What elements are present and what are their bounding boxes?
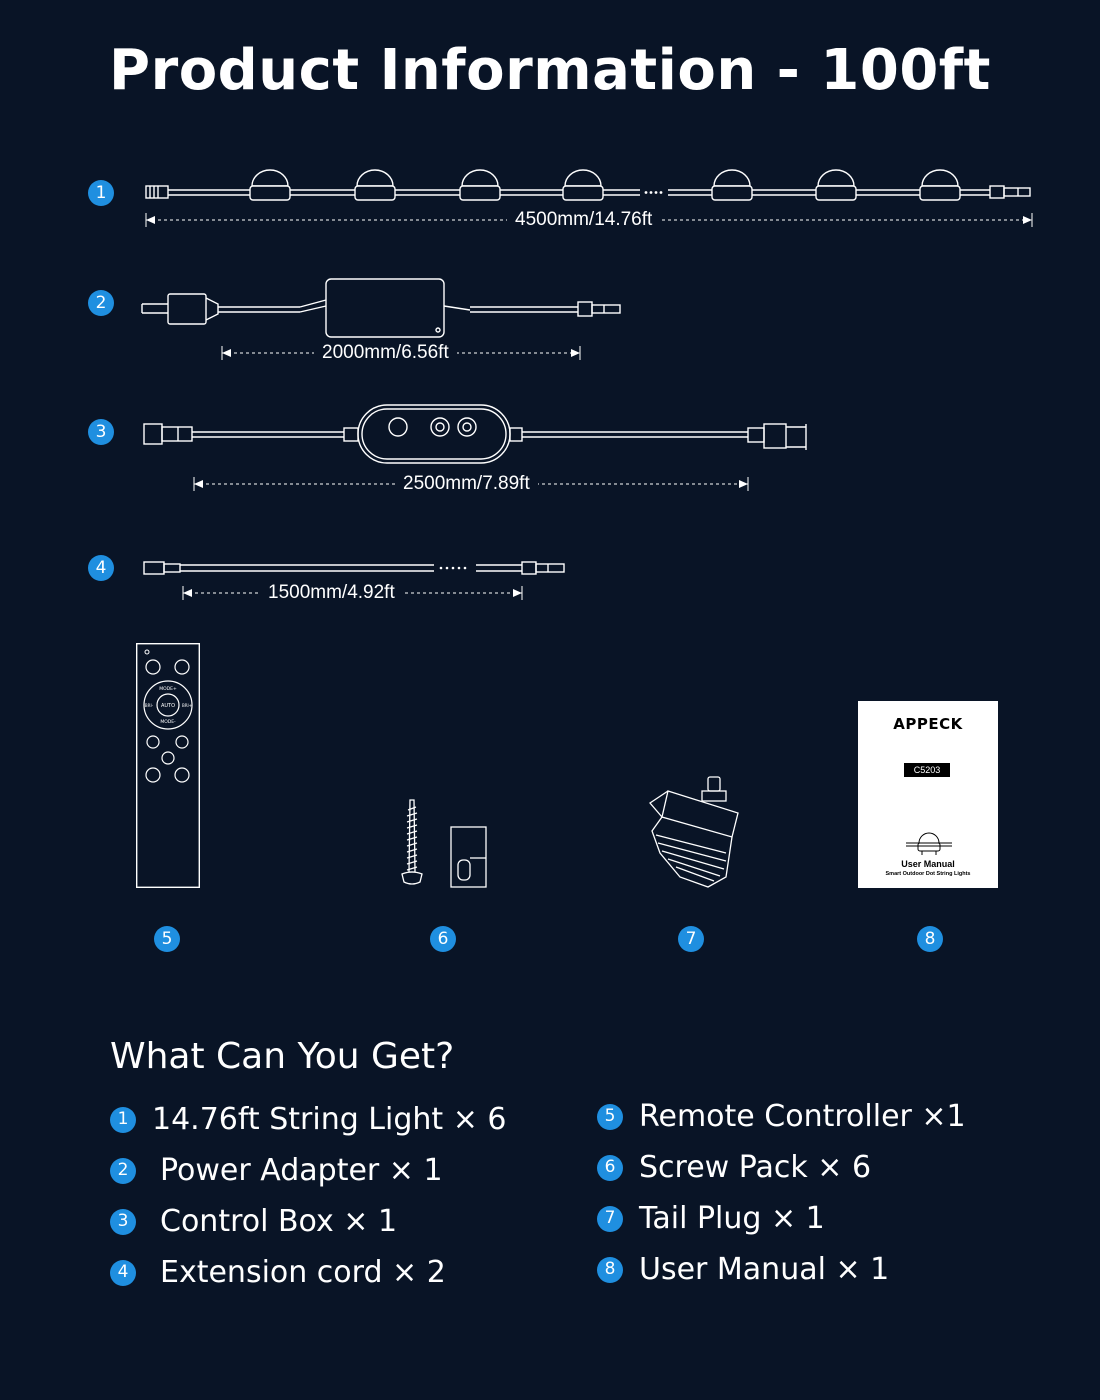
manual-model: C5203 xyxy=(904,763,950,777)
list-item xyxy=(110,1102,506,1137)
dimension-label-4: 1500mm/4.92ft xyxy=(260,582,403,604)
user-manual-icon xyxy=(858,701,998,888)
manual-subtitle: Smart Outdoor Dot String Lights xyxy=(885,871,971,877)
item-badge-4: 4 xyxy=(88,555,114,581)
page-title: Product Information - 100ft xyxy=(109,38,991,103)
tail-plug-icon xyxy=(640,773,748,893)
list-text: Screw Pack × 6 xyxy=(639,1150,872,1185)
list-badge: 7 xyxy=(597,1206,623,1232)
remote-bri-down-label: BRI- xyxy=(144,703,154,708)
list-item xyxy=(597,1099,966,1134)
list-text: Remote Controller ×1 xyxy=(639,1099,966,1134)
manual-title: User Manual xyxy=(901,859,955,869)
list-item xyxy=(597,1252,889,1287)
item-badge-3: 3 xyxy=(88,419,114,445)
list-text: Control Box × 1 xyxy=(160,1204,398,1239)
list-item xyxy=(110,1204,397,1239)
list-text: User Manual × 1 xyxy=(639,1252,890,1287)
list-text: 14.76ft String Light × 6 xyxy=(152,1102,507,1137)
list-badge: 5 xyxy=(597,1104,623,1130)
list-item xyxy=(597,1201,825,1236)
accessory-badge-8: 8 xyxy=(917,926,943,952)
screw-pack-icon xyxy=(398,798,490,890)
dimension-label-1: 4500mm/14.76ft xyxy=(507,209,660,231)
item-badge-2: 2 xyxy=(88,290,114,316)
list-badge: 4 xyxy=(110,1260,136,1286)
list-text: Extension cord × 2 xyxy=(160,1255,446,1290)
accessory-badge-5: 5 xyxy=(154,926,180,952)
list-badge: 1 xyxy=(110,1107,136,1133)
remote-mode-up-label: MODE+ xyxy=(159,687,177,692)
list-item xyxy=(110,1153,443,1188)
section-title: What Can You Get? xyxy=(110,1036,455,1077)
remote-auto-label: AUTO xyxy=(160,703,176,709)
accessory-badge-7: 7 xyxy=(678,926,704,952)
list-badge: 6 xyxy=(597,1155,623,1181)
list-badge: 2 xyxy=(110,1158,136,1184)
manual-brand: APPECK xyxy=(893,715,963,733)
item-badge-1: 1 xyxy=(88,180,114,206)
list-text: Tail Plug × 1 xyxy=(639,1201,825,1236)
string-light-bulb-icon xyxy=(906,829,952,857)
remote-control-icon xyxy=(136,643,200,888)
list-badge: 8 xyxy=(597,1257,623,1283)
dimension-label-3: 2500mm/7.89ft xyxy=(395,473,538,495)
accessory-badge-6: 6 xyxy=(430,926,456,952)
remote-bri-up-label: BRI+ xyxy=(181,703,193,708)
list-item xyxy=(597,1150,871,1185)
list-text: Power Adapter × 1 xyxy=(160,1153,443,1188)
list-item xyxy=(110,1255,446,1290)
remote-mode-down-label: MODE- xyxy=(160,720,176,725)
dimension-label-2: 2000mm/6.56ft xyxy=(314,342,457,364)
list-badge: 3 xyxy=(110,1209,136,1235)
